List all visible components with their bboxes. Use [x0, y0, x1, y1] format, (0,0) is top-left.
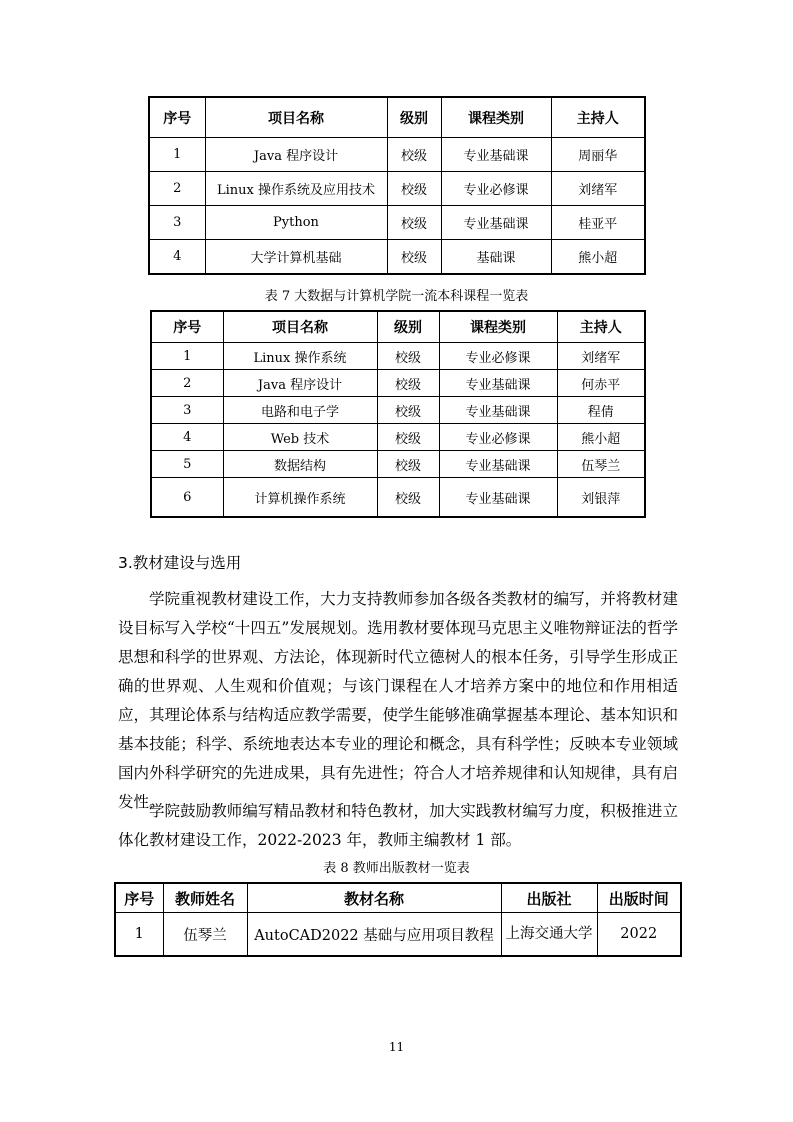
header-teacher-name: 教师姓名 [163, 883, 247, 913]
table-row [149, 206, 645, 240]
cell-host: 程倩 [557, 397, 645, 424]
course-table-6 [148, 96, 646, 275]
cell-course-type: 专业基础课 [439, 397, 557, 424]
cell-host: 熊小超 [551, 240, 645, 275]
cell-level: 校级 [387, 240, 441, 275]
cell-publisher: 上海交通大学 [501, 913, 597, 957]
table-row [151, 397, 645, 424]
cell-host: 桂亚平 [551, 206, 645, 240]
cell-course-type: 专业必修课 [439, 343, 557, 370]
cell-textbook-name: AutoCAD2022 基础与应用项目教程 [247, 913, 501, 957]
cell-publish-date: 2022 [597, 913, 681, 957]
header-index: 序号 [115, 883, 163, 913]
header-level: 级别 [377, 311, 439, 343]
cell-level: 校级 [387, 138, 441, 172]
cell-project-name: Web 技术 [223, 424, 377, 451]
page-number: 11 [388, 1040, 405, 1054]
header-textbook-name: 教材名称 [247, 883, 501, 913]
cell-level: 校级 [377, 478, 439, 518]
table-row [151, 451, 645, 478]
cell-level: 校级 [387, 172, 441, 206]
table-header-row [149, 97, 645, 138]
header-course-type: 课程类别 [439, 311, 557, 343]
textbook-table-8 [114, 882, 682, 957]
section-heading: 3.教材建设与选用 [118, 554, 242, 572]
cell-level: 校级 [377, 370, 439, 397]
header-course-type: 课程类别 [441, 97, 551, 138]
cell-course-type: 专业基础课 [439, 478, 557, 518]
cell-level: 校级 [377, 397, 439, 424]
cell-course-type: 基础课 [441, 240, 551, 275]
table-row [151, 343, 645, 370]
cell-index: 6 [151, 478, 223, 518]
table-row [115, 913, 681, 957]
table-row [151, 478, 645, 518]
body-paragraph: 学院鼓励教师编写精品教材和特色教材，加大实践教材编写力度，积极推进立体化教材建设工作，2022-2023 年，教师主编教材 1 部。 [118, 802, 678, 849]
cell-index: 2 [151, 370, 223, 397]
header-project-name: 项目名称 [223, 311, 377, 343]
body-paragraph: 学院重视教材建设工作，大力支持教师参加各级各类教材的编写，并将教材建设目标写入学校“十四五”发展规划。选用教材要体现马克思主义唯物辩证法的哲学思想和科学的世界观、方法论，体现新时代立德树人的根本任务，引导学生形成正确的世界观、人生观和价值观；与该门课程在人才培养方案中的地位和作用相适应，其理论体系与结构适应教学需要，使学生能够准确掌握基本理论、基本知识和基本技能；科学、系统地表达本专业的理论和概念，具有科学性；反映本专业领域国内外科学研究的先进成果，具有先进性；符合人才培养规律和认知规律，具有启发性。 [118, 590, 678, 811]
cell-course-type: 专业基础课 [439, 370, 557, 397]
cell-index: 2 [149, 172, 205, 206]
cell-host: 刘银萍 [557, 478, 645, 518]
course-table-7 [150, 310, 646, 518]
cell-project-name: 数据结构 [223, 451, 377, 478]
table-row [151, 424, 645, 451]
header-publisher: 出版社 [501, 883, 597, 913]
cell-project-name: 大学计算机基础 [205, 240, 387, 275]
cell-teacher-name: 伍琴兰 [163, 913, 247, 957]
cell-index: 4 [151, 424, 223, 451]
header-index: 序号 [151, 311, 223, 343]
cell-course-type: 专业必修课 [441, 172, 551, 206]
header-index: 序号 [149, 97, 205, 138]
cell-index: 1 [115, 913, 163, 957]
table-header-row [115, 883, 681, 913]
header-publish-date: 出版时间 [597, 883, 681, 913]
cell-course-type: 专业必修课 [439, 424, 557, 451]
cell-project-name: Java 程序设计 [205, 138, 387, 172]
header-host: 主持人 [551, 97, 645, 138]
cell-host: 刘绪军 [551, 172, 645, 206]
cell-project-name: Python [205, 206, 387, 240]
cell-index: 1 [151, 343, 223, 370]
cell-index: 3 [149, 206, 205, 240]
cell-project-name: 计算机操作系统 [223, 478, 377, 518]
cell-project-name: 电路和电子学 [223, 397, 377, 424]
header-host: 主持人 [557, 311, 645, 343]
cell-course-type: 专业基础课 [441, 206, 551, 240]
cell-project-name: Linux 操作系统 [223, 343, 377, 370]
table-row [149, 172, 645, 206]
table-row [149, 240, 645, 275]
table-row [149, 138, 645, 172]
header-level: 级别 [387, 97, 441, 138]
cell-host: 伍琴兰 [557, 451, 645, 478]
cell-index: 3 [151, 397, 223, 424]
cell-course-type: 专业基础课 [439, 451, 557, 478]
cell-project-name: Java 程序设计 [223, 370, 377, 397]
cell-host: 周丽华 [551, 138, 645, 172]
cell-index: 1 [149, 138, 205, 172]
cell-index: 5 [151, 451, 223, 478]
table-row [151, 370, 645, 397]
cell-level: 校级 [387, 206, 441, 240]
cell-level: 校级 [377, 451, 439, 478]
cell-host: 何赤平 [557, 370, 645, 397]
cell-index: 4 [149, 240, 205, 275]
table-header-row [151, 311, 645, 343]
cell-course-type: 专业基础课 [441, 138, 551, 172]
cell-project-name: Linux 操作系统及应用技术 [205, 172, 387, 206]
table-7-caption: 表 7 大数据与计算机学院一流本科课程一览表 [264, 289, 529, 304]
cell-level: 校级 [377, 424, 439, 451]
table-8-caption: 表 8 教师出版教材一览表 [323, 861, 470, 876]
cell-host: 刘绪军 [557, 343, 645, 370]
cell-level: 校级 [377, 343, 439, 370]
cell-host: 熊小超 [557, 424, 645, 451]
header-project-name: 项目名称 [205, 97, 387, 138]
